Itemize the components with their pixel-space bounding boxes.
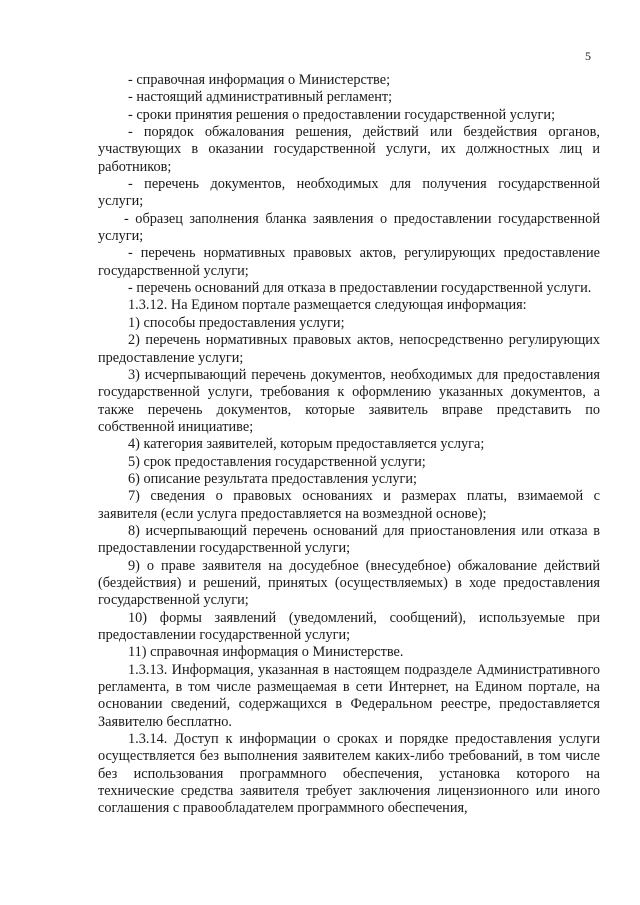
paragraph-13: 4) категория заявителей, которым предоставляется услуга;	[128, 436, 485, 453]
paragraph-7: - перечень нормативных правовых актов, регулирующих предоставление государственной услуги;	[98, 245, 600, 279]
paragraph-11: 2) перечень нормативных правовых актов, непосредственно регулирующих предоставление услуги;	[98, 332, 600, 366]
paragraph-12: 3) исчерпывающий перечень документов, необходимых для предоставления государственной услуги, требования к оформлению указанных документов, а также перечень документов, которые заявитель вправе представить по собственной инициативе;	[98, 366, 600, 435]
paragraph-19: 10) формы заявлений (уведомлений, сообщений), используемые при предоставлении государственной услуги;	[98, 609, 600, 643]
paragraph-2: - настоящий административный регламент;	[128, 89, 393, 106]
paragraph-4: - порядок обжалования решения, действий или бездействия органов, участвующих в оказании государственной услуги, их должностных лиц и работников;	[98, 124, 600, 175]
paragraph-17: 8) исчерпывающий перечень оснований для приостановления или отказа в предоставлении государственной услуги;	[98, 522, 600, 557]
document-body	[98, 72, 600, 818]
paragraph-3: - сроки принятия решения о предоставлении государственной услуги;	[128, 106, 556, 123]
paragraph-14: 5) срок предоставления государственной услуги;	[128, 453, 426, 470]
paragraph-1: - справочная информация о Министерстве;	[128, 72, 391, 88]
paragraph-21: 1.3.13. Информация, указанная в настоящем подразделе Административного регламента, в том числе размещаемая в сети Интернет, на Едином портале, на основании сведений, содержащихся в Федеральном реестре, предоставляется Заявителю бесплатно.	[98, 661, 600, 730]
paragraph-9: 1.3.12. На Едином портале размещается следующая информация:	[128, 297, 527, 314]
paragraph-15: 6) описание результата предоставления услуги;	[128, 470, 418, 487]
paragraph-18: 9) о праве заявителя на досудебное (внесудебное) обжалование действий (бездействия) и решений, принятых (осуществляемых) в ходе предоставления государственной услуги;	[98, 557, 600, 609]
paragraph-10: 1) способы предоставления услуги;	[128, 314, 345, 331]
paragraph-16: 7) сведения о правовых основаниях и размерах платы, взимаемой с заявителя (если услуга предоставляется на возмездной основе);	[98, 488, 600, 522]
paragraph-5: - перечень документов, необходимых для получения государственной услуги;	[98, 176, 600, 210]
paragraph-6: - образец заполнения бланка заявления о предоставлении государственной услуги;	[98, 210, 600, 245]
paragraph-8: - перечень оснований для отказа в предоставлении государственной услуги.	[128, 280, 592, 297]
paragraph-20: 11) справочная информация о Министерстве.	[128, 644, 404, 661]
paragraph-22: 1.3.14. Доступ к информации о сроках и порядке предоставления услуги осуществляется без выполнения заявителем каких-либо требований, в том числе без использования программного обеспечения, установка которого на технические средства заявителя требует заключения лицензионного или иного соглашения с правообладателем программного обеспечения,	[98, 731, 600, 817]
page-number: 5	[585, 49, 591, 63]
